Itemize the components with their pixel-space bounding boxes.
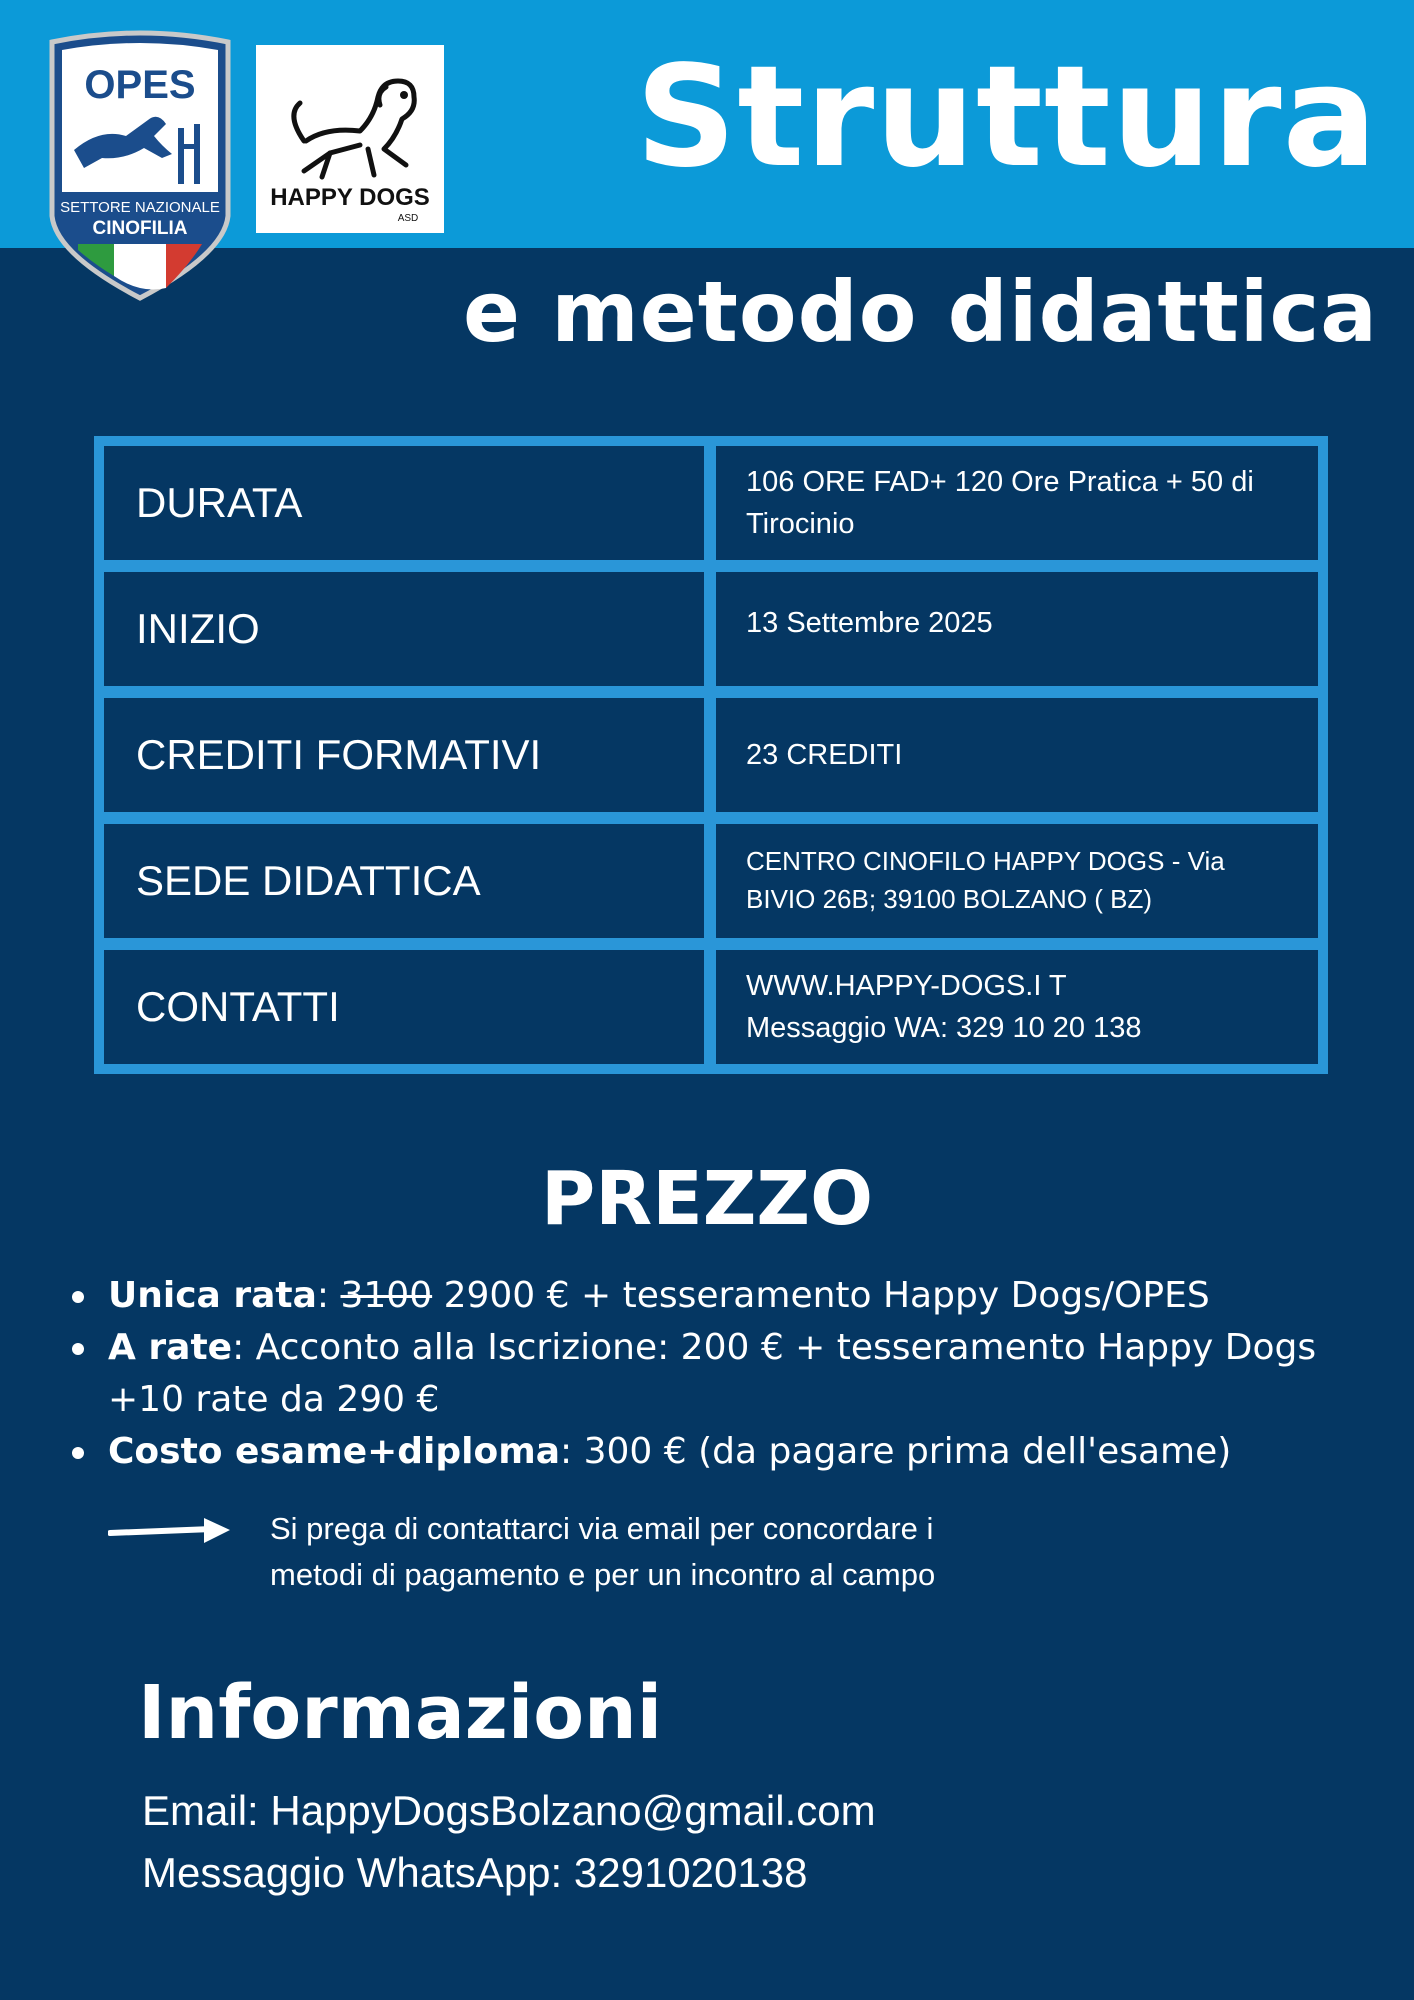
price-item-text: 300 € (da pagare prima dell'esame) [583,1431,1232,1472]
table-row-label: CREDITI FORMATIVI [104,698,704,812]
arrow-right-icon [108,1516,232,1546]
table-row-label: CONTATTI [104,950,704,1064]
price-item-label: Unica rata [108,1275,317,1316]
contact-email: Email: HappyDogsBolzano@gmail.com [142,1787,876,1834]
price-item-separator: : [232,1327,256,1368]
course-info-table [94,436,1328,1074]
price-item-label: Costo esame+diploma [108,1431,561,1472]
table-row-label: DURATA [104,446,704,560]
happy-dogs-logo-suffix: ASD [397,213,419,224]
page-title: Struttura [635,36,1378,199]
table-row-label: SEDE DIDATTICA [104,824,704,938]
payment-note-text: Si prega di contattarci via email per concordare i metodi di pagamento e per un incontro al campo [270,1511,936,1592]
price-item-text: Acconto alla Iscrizione: 200 € + tesseramento Happy Dogs +10 rate da 290 € [108,1327,1317,1420]
table-row-value: 23 CREDITI [716,698,1318,812]
opes-logo [44,28,236,306]
table-row-value: 106 ORE FAD+ 120 Ore Pratica + 50 di Tirocinio [716,446,1318,560]
price-item-installments [68,1322,1358,1426]
table-row-value: WWW.HAPPY-DOGS.I T Messaggio WA: 329 10 20 138 [716,950,1318,1064]
opes-logo-line2: CINOFILIA [92,218,188,239]
price-item-single [68,1270,1358,1322]
price-title: PREZZO [541,1156,873,1242]
table-row-value: CENTRO CINOFILO HAPPY DOGS - Via BIVIO 26B; 39100 BOLZANO ( BZ) [716,824,1318,938]
price-item-label: A rate [108,1327,233,1368]
happy-dogs-logo-text: HAPPY DOGS [270,184,430,211]
price-item-separator: : [316,1275,341,1316]
dog-icon [294,81,414,177]
table-row-value: 13 Settembre 2025 [716,572,1318,686]
opes-logo-text: OPES [84,63,196,107]
page-subtitle: e metodo didattica [463,263,1378,361]
price-item-text: 2900 € + tesseramento Happy Dogs/OPES [432,1275,1210,1316]
payment-note [108,1506,1208,1616]
happy-dogs-logo [256,45,444,233]
info-title: Informazioni [138,1670,663,1756]
table-row-label: INIZIO [104,572,704,686]
price-item-separator: : [560,1431,584,1472]
contact-whatsapp: Messaggio WhatsApp: 3291020138 [142,1849,808,1896]
opes-logo-line1: SETTORE NAZIONALE [60,199,220,216]
old-price: 3100 [340,1275,433,1316]
price-list [68,1270,1358,1478]
price-item-exam [68,1426,1358,1478]
